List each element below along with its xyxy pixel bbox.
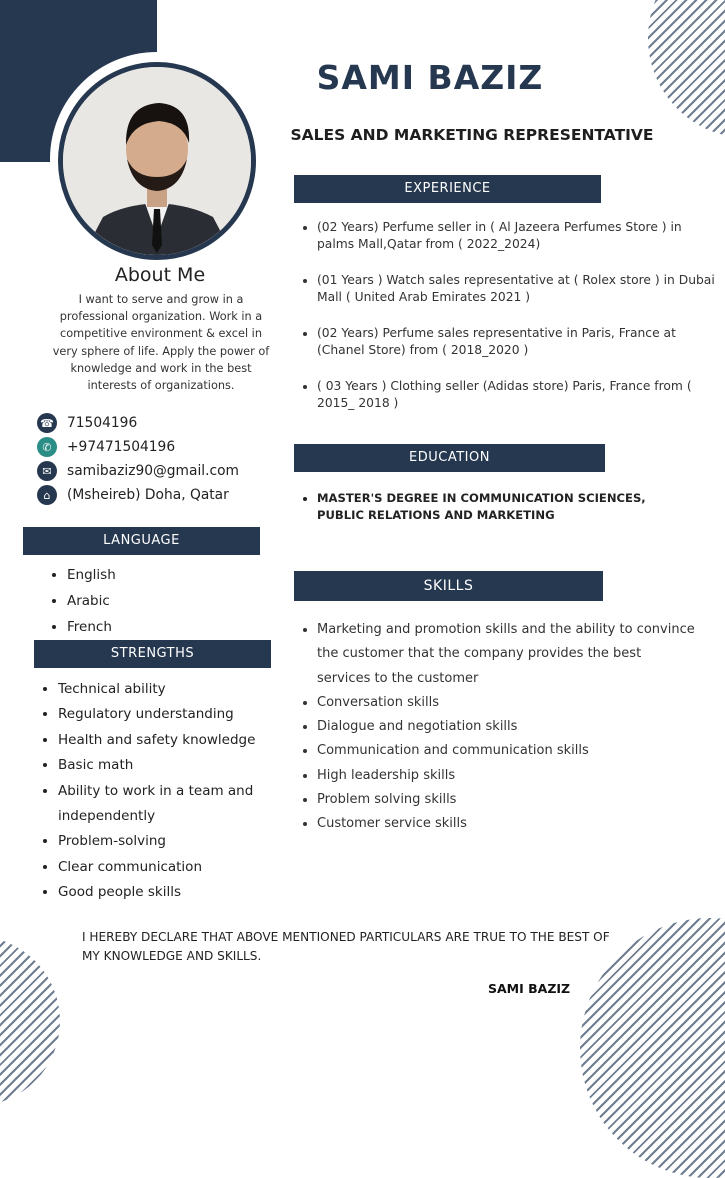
email-icon: ✉	[37, 461, 57, 481]
job-title: SALES AND MARKETING REPRESENTATIVE	[290, 126, 654, 144]
contact-whatsapp: +97471504196	[67, 439, 176, 455]
list-item: • Marketing and promotion skills and the ability to convince the customer that the company provides the best services to the customer	[317, 618, 697, 691]
phone-icon: ☎	[37, 413, 57, 433]
signature-name: SAMI BAZIZ	[488, 981, 571, 996]
strengths-list	[38, 677, 288, 906]
experience-list	[297, 219, 715, 431]
contact-phone-row	[37, 412, 277, 434]
list-item: • Regulatory understanding	[58, 702, 288, 727]
list-item: • Health and safety knowledge	[58, 728, 288, 753]
education-list	[297, 490, 687, 524]
language-list	[47, 562, 267, 640]
skills-heading: SKILLS	[294, 571, 603, 601]
list-item: • Conversation skills	[317, 691, 697, 715]
language-heading: LANGUAGE	[23, 527, 260, 555]
list-item: • Communication and communication skills	[317, 739, 697, 763]
home-icon: ⌂	[37, 485, 57, 505]
experience-heading: EXPERIENCE	[294, 175, 601, 203]
skills-list	[297, 618, 697, 837]
striped-circle-top-right	[648, 0, 725, 138]
contact-phone: 71504196	[67, 415, 138, 431]
person-portrait-icon	[63, 67, 251, 255]
whatsapp-icon: ✆	[37, 437, 57, 457]
list-item: • (02 Years) Perfume sales representative in Paris, France at (Chanel Store) from ( 2018_2020 )	[317, 325, 715, 359]
list-item: • Dialogue and negotiation skills	[317, 715, 697, 739]
list-item: • Technical ability	[58, 677, 288, 702]
list-item: • High leadership skills	[317, 764, 697, 788]
about-text: I want to serve and grow in a professional organization. Work in a competitive environment & excel in very sphere of life. Apply the power of knowledge and work in the best interests of organizations.	[52, 293, 270, 393]
profile-photo	[58, 62, 256, 260]
declaration-text: I HEREBY DECLARE THAT ABOVE MENTIONED PARTICULARS ARE TRUE TO THE BEST OF MY KNOWLEDGE AND SKILLS.	[82, 930, 610, 963]
contact-whatsapp-row	[37, 436, 277, 458]
list-item: • French	[67, 614, 267, 640]
candidate-name: SAMI BAZIZ	[316, 58, 544, 97]
list-item: • Good people skills	[58, 880, 288, 905]
education-heading: EDUCATION	[294, 444, 605, 472]
contact-address: (Msheireb) Doha, Qatar	[67, 487, 229, 503]
list-item: • (01 Years ) Watch sales representative at ( Rolex store ) in Dubai Mall ( United Arab Emirates 2021 )	[317, 272, 715, 306]
list-item: • (02 Years) Perfume seller in ( Al Jazeera Perfumes Store ) in palms Mall,Qatar from ( 2022_2024)	[317, 219, 715, 253]
list-item: • Arabic	[67, 588, 267, 614]
about-title: About Me	[114, 264, 206, 286]
list-item: • Customer service skills	[317, 812, 697, 836]
strengths-heading: STRENGTHS	[34, 640, 271, 668]
list-item: • Problem-solving	[58, 829, 288, 854]
striped-circle-bottom-left	[0, 936, 60, 1106]
list-item: • English	[67, 562, 267, 588]
list-item: • ( 03 Years ) Clothing seller (Adidas store) Paris, France from ( 2015_ 2018 )	[317, 378, 715, 412]
list-item: • Basic math	[58, 753, 288, 778]
contact-address-row	[37, 484, 277, 506]
list-item: • Clear communication	[58, 855, 288, 880]
list-item: • MASTER'S DEGREE IN COMMUNICATION SCIENCES, PUBLIC RELATIONS AND MARKETING	[317, 490, 687, 524]
list-item: • Problem solving skills	[317, 788, 697, 812]
list-item: • Ability to work in a team and independently	[58, 779, 288, 830]
contact-email: samibaziz90@gmail.com	[67, 463, 239, 479]
contact-email-row	[37, 460, 277, 482]
